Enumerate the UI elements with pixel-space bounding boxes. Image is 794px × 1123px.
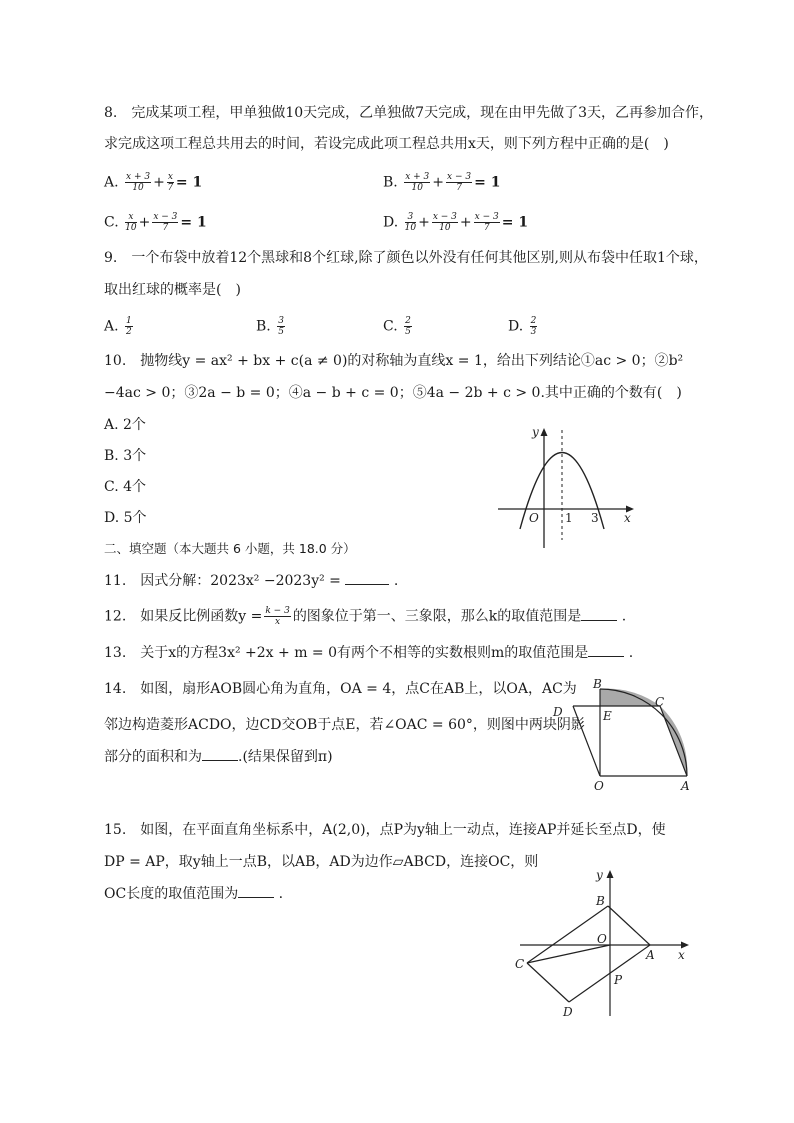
label-c: C: [655, 695, 665, 709]
q14-sector-figure: [552, 676, 702, 796]
q9-option-d: [508, 316, 539, 337]
q10-option-c: C. 4个: [104, 479, 147, 495]
fraction: $\frac{x}{10}$: [125, 212, 137, 233]
q15-line1: 15. 如图，在平面直角坐标系中，A(2,0)，点P为y轴上一动点，连接AP并延长至点D，使: [104, 822, 666, 838]
label-d: D: [553, 705, 563, 719]
q9-line2: 取出红球的概率是( ): [104, 282, 241, 298]
q14-line1: 14. 如图，扇形AOB圆心角为直角，OA = 4，点C在AB上，以OA，AC为: [104, 681, 577, 697]
label-x: x: [624, 511, 631, 525]
label-y: y: [596, 868, 603, 882]
option-label: C.: [104, 214, 119, 231]
q10-option-a: A. 2个: [104, 417, 146, 433]
section-heading: 二、填空题（本大题共 6 小题，共 18.0 分）: [104, 541, 356, 556]
label-d: D: [563, 1005, 573, 1019]
q10-parabola-figure: [496, 424, 641, 552]
label-o: O: [597, 932, 607, 946]
shaded-region-top: [600, 689, 660, 706]
option-label: D.: [383, 214, 399, 231]
q12-text-post: 的图象位于第一、三象限，那么k的取值范围是: [292, 608, 582, 625]
answer-blank[interactable]: [202, 748, 238, 761]
period: .: [278, 886, 284, 902]
q13-line: [104, 644, 633, 662]
segment-ba: [608, 906, 650, 945]
segment-do: [573, 706, 600, 776]
label-b: B: [593, 677, 602, 691]
q10-option-b: B. 3个: [104, 448, 147, 464]
answer-blank[interactable]: [238, 885, 274, 898]
label-b: B: [596, 894, 605, 908]
q15-line3: [104, 885, 283, 903]
q15-line2: DP = AP，取y轴上一点B，以AB，AD为边作▱ABCD，连接OC，则: [104, 854, 539, 870]
q8-line2: 求完成这项工程总共用去的时间，若设完成此项工程总共用x天，则下列方程中正确的是( ): [104, 136, 669, 152]
fraction: $\frac{2}{5}$: [405, 316, 411, 337]
fraction: $\frac{x - 3}{10}$: [432, 212, 457, 233]
option-label: B.: [256, 318, 271, 335]
option-label: A.: [104, 174, 119, 191]
label-a: A: [646, 948, 655, 962]
fraction: $\frac{k - 3}{x}$: [265, 606, 290, 627]
answer-blank[interactable]: [588, 644, 624, 657]
q8-option-d: D. $\frac{3}{10}$ + $\frac{x - 3}{10}$ + $\frac{x - 3}{7}$ = 1: [383, 212, 529, 233]
option-label: D.: [508, 318, 524, 335]
fraction: $\frac{3}{10}$: [404, 212, 417, 233]
label-y: y: [532, 425, 539, 439]
answer-blank[interactable]: [581, 608, 617, 621]
q8-option-b: B. $\frac{x + 3}{10}$ + $\frac{x - 3}{7}$ = 1: [383, 172, 501, 193]
q14-line2: 邻边构造菱形ACDO，边CD交OB于点E，若∠OAC = 60°，则图中两块阴影: [104, 717, 585, 733]
q8-option-a: A. $\frac{x + 3}{10}$ + $\frac{x}{7}$ = 1: [104, 172, 203, 193]
q11-text: 11. 因式分解：2023x² −2023y² =: [104, 573, 346, 589]
q9-option-b: [256, 316, 287, 337]
q15-text: OC长度的取值范围为: [104, 886, 239, 902]
q9-line1: 9. 一个布袋中放着12个黑球和8个红球,除了颜色以外没有任何其他区别,则从布袋中任取1个球，: [104, 250, 708, 266]
q8-option-c: C. $\frac{x}{10}$ + $\frac{x - 3}{7}$ = 1: [104, 212, 207, 233]
y-axis-arrow: [607, 870, 614, 878]
q12-line: [104, 606, 626, 627]
period: .: [621, 608, 627, 625]
label-a: A: [681, 779, 690, 793]
q8-line1: 8. 完成某项工程，甲单独做10天完成，乙单独做7天完成，现在由甲先做了3天，乙再参加合作，: [104, 105, 713, 121]
q12-text-pre: 12. 如果反比例函数y =: [104, 608, 263, 625]
label-e: E: [603, 709, 612, 723]
q15-coordinate-figure: [512, 866, 692, 1021]
fraction: $\frac{x - 3}{7}$: [474, 212, 499, 233]
q14-line3: [104, 748, 333, 766]
segment-cd: [527, 963, 569, 1002]
q11-line: [104, 572, 398, 590]
fraction: $\frac{2}{3}$: [530, 316, 537, 337]
fraction: $\frac{x - 3}{7}$: [447, 172, 472, 193]
q9-option-a: [104, 316, 135, 337]
q10-line2: −4ac > 0；③2a − b = 0；④a − b + c = 0；⑤4a − 2b + c > 0.其中正确的个数有( ): [104, 385, 682, 401]
fraction: $\frac{x}{7}$: [167, 172, 174, 193]
fraction: $\frac{x + 3}{10}$: [126, 172, 151, 193]
q13-text: 13. 关于x的方程3x² +2x + m = 0有两个不相等的实数根则m的取值范围是: [104, 645, 589, 661]
q14-text: 部分的面积和为: [104, 749, 202, 765]
segment-ca: [660, 706, 687, 776]
q10-line1: 10. 抛物线y = ax² + bx + c(a ≠ 0)的对称轴为直线x = 1，给出下列结论①ac > 0；②b²: [104, 353, 684, 369]
label-three: 3: [591, 511, 599, 525]
option-label: A.: [104, 318, 119, 335]
fraction: $\frac{x + 3}{10}$: [405, 172, 430, 193]
q10-option-d: D. 5个: [104, 510, 147, 526]
fraction: $\frac{3}{5}$: [278, 316, 284, 337]
q9-option-c: [383, 316, 414, 337]
period: .: [393, 573, 399, 589]
period: .: [628, 645, 634, 661]
q14-text-end: .(结果保留到π): [238, 749, 333, 765]
option-label: B.: [383, 174, 398, 191]
y-axis-arrow: [541, 428, 548, 436]
label-x: x: [678, 948, 685, 962]
label-c: C: [515, 957, 525, 971]
label-one: 1: [565, 511, 573, 525]
answer-blank[interactable]: [345, 572, 389, 585]
option-label: C.: [383, 318, 398, 335]
label-origin: O: [529, 511, 539, 525]
label-p: P: [614, 973, 623, 987]
label-o: O: [594, 779, 604, 793]
fraction: $\frac{1}{2}$: [126, 316, 132, 337]
fraction: $\frac{x - 3}{7}$: [153, 212, 178, 233]
